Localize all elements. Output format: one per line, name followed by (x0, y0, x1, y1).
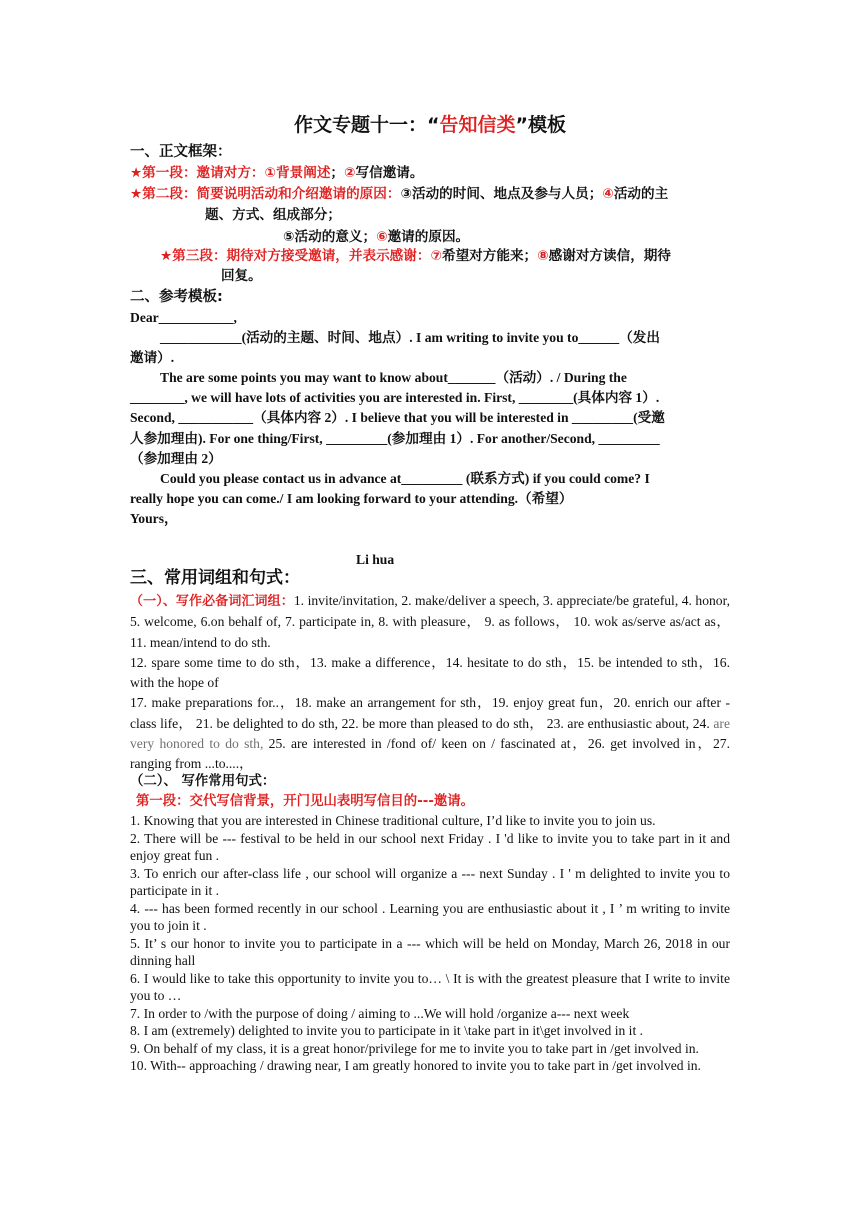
sentence-item: 5. It’ s our honor to invite you to participate in a --- which will be held on Monday, March 26, 2018 in our dinning hall (130, 935, 730, 968)
template-line-2a: The are some points you may want to know about_______（活动）. / During the (160, 370, 627, 385)
para2-item-3: ③活动的时间、地点及参与人员； (400, 186, 603, 202)
section-heading-framework: 一、正文框架： (130, 144, 232, 160)
framework-paragraph-2-line-2: 题、方式、组成部分； (205, 207, 341, 223)
vocabulary-list-3b: 25. are interested in /fond of/ keen on / fascinated at，26. get involved in，27. ranging from ...to....， (130, 736, 730, 772)
vocabulary-list-3-grey: are very honored to do sth, (130, 715, 730, 752)
para3-num-7: ⑦ (430, 248, 442, 264)
framework-paragraph-2 (130, 184, 730, 204)
section-heading-template: 二、参考模板: (130, 289, 223, 305)
para1-num-2: ② (344, 165, 356, 181)
sentence-list (130, 812, 730, 1075)
sentence-item: 9. On behalf of my class, it is a great honor/privilege for me to invite you to take part in /get involved in. (130, 1040, 699, 1056)
framework-paragraph-3-line-2: 回复。 (221, 268, 262, 284)
title-suffix: ”模板 (515, 114, 566, 136)
para3-num-8: ⑧ (537, 248, 549, 264)
template-line-3b: really hope you can come./ I am looking forward to your attending.（希望） (130, 491, 573, 506)
para2-label: ★第二段：简要说明活动和介绍邀请的原因： (130, 186, 401, 202)
vocabulary-paragraph-1 (130, 591, 730, 653)
para3-label: ★第三段：期待对方接受邀请，并表示感谢： (160, 248, 431, 264)
para2-item-6: 邀请的原因。 (387, 229, 470, 245)
template-line-2b: ________, we will have lots of activities you are interested in. First, ________(具体内容 1）. (130, 390, 660, 405)
para2-item-5: ⑤活动的意义； (283, 229, 377, 245)
sentences-heading: （二）、 写作常用句式： (130, 774, 276, 789)
template-signature: Li hua (356, 552, 395, 567)
para1-sep: ； (330, 165, 345, 181)
paragraph-1-sentences-label: 第一段：交代写信背景，开门见山表明写信目的---邀请。 (136, 794, 475, 809)
sentence-item: 1. Knowing that you are interested in Chinese traditional culture, I’d like to invite you to join us. (130, 813, 656, 828)
template-line-3a: Could you please contact us in advance at_________ (联系方式) if you could come? I (160, 471, 650, 486)
sentence-item: 10. With-- approaching / drawing near, I am greatly honored to invite you to take part in /get involved in. (130, 1058, 701, 1073)
template-line-2e: （参加理由 2） (130, 451, 222, 466)
sentence-item: 6. I would like to take this opportunity to invite you to… \ It is with the greatest pleasure that I write to invite you to … (130, 970, 730, 1003)
para2-item-4: 活动的主 (613, 186, 669, 202)
framework-paragraph-1 (130, 163, 730, 183)
framework-paragraph-3 (160, 246, 760, 266)
template-salutation: Dear___________, (130, 310, 237, 325)
page-title (0, 110, 860, 137)
template-line-1a: ____________(活动的主题、时间、地点）. I am writing to invite you to______（发出 (160, 330, 660, 345)
para1-label: ★第一段：邀请对方： (130, 165, 265, 181)
vocabulary-list-1: 1. invite/invitation, 2. make/deliver a speech, 3. appreciate/be grateful, 4. honor, 5. welcome, 6.on behalf of, 7. participate in, 8. with pleasure， 9. as follows， 10. wok as/serve as/act as，11. mean/intend to do sth. (130, 593, 730, 650)
sentence-item: 8. I am (extremely) delighted to invite you to participate in it \take part in it\get involved in it . (130, 1023, 644, 1038)
template-line-2c: Second, ___________（具体内容 2）. I believe that you will be interested in _________(受邀 (130, 410, 665, 425)
template-line-1b: 邀请）. (130, 350, 175, 365)
sentence-item: 2. There will be --- festival to be held in our school next Friday . I 'd like to invite you to take part in it and enjoy great fun . (130, 830, 730, 863)
vocabulary-list-3a: 17. make preparations for..，18. make an arrangement for sth，19. enjoy great fun，20. enrich our after - class life， 21. be delighted to do sth, 22. be more than pleased to do sth， 23. are enthusiastic about, 24. (130, 695, 730, 731)
framework-paragraph-2-line-3 (283, 227, 860, 247)
sentence-item: 3. To enrich our after-class life , our school will organize a --- next Sunday . I ' m delighted to invite you to participate in it . (130, 865, 730, 898)
para1-item-1: ①背景 (264, 165, 304, 181)
para2-num-6: ⑥ (376, 229, 388, 245)
vocabulary-block (130, 591, 730, 775)
sentence-item: 7. In order to /with the purpose of doing / aiming to ...We will hold /organize a--- next week (130, 1005, 630, 1021)
para2-num-4: ④ (602, 186, 614, 202)
para3-item-8: 感谢对方读信，期待 (548, 248, 671, 264)
template-line-2d: 人参加理由). For one thing/First, _________(参加理由 1）. For another/Second, _________ (130, 431, 660, 446)
vocabulary-paragraph-2: 12. spare some time to do sth，13. make a difference，14. hesitate to do sth，15. be intended to sth，16. with the hope of (130, 654, 730, 691)
template-closing: Yours， (130, 511, 178, 526)
title-highlight: 告知信类 (439, 114, 516, 136)
para1-item-2: 写信邀请。 (355, 165, 424, 181)
vocabulary-paragraph-3 (130, 693, 730, 774)
para3-item-7: 希望对方能来； (441, 248, 538, 264)
title-prefix: 作文专题十一：“ (293, 114, 440, 136)
vocabulary-label: （一）、写作必备词汇词组： (130, 594, 294, 609)
sentence-item: 4. --- has been formed recently in our school . Learning you are enthusiastic about it , I ’ m writing to invite you to join it . (130, 900, 730, 933)
para1-item-1b: 阐述 (303, 165, 331, 181)
section-heading-phrases: 三、常用词组和句式： (130, 568, 300, 588)
